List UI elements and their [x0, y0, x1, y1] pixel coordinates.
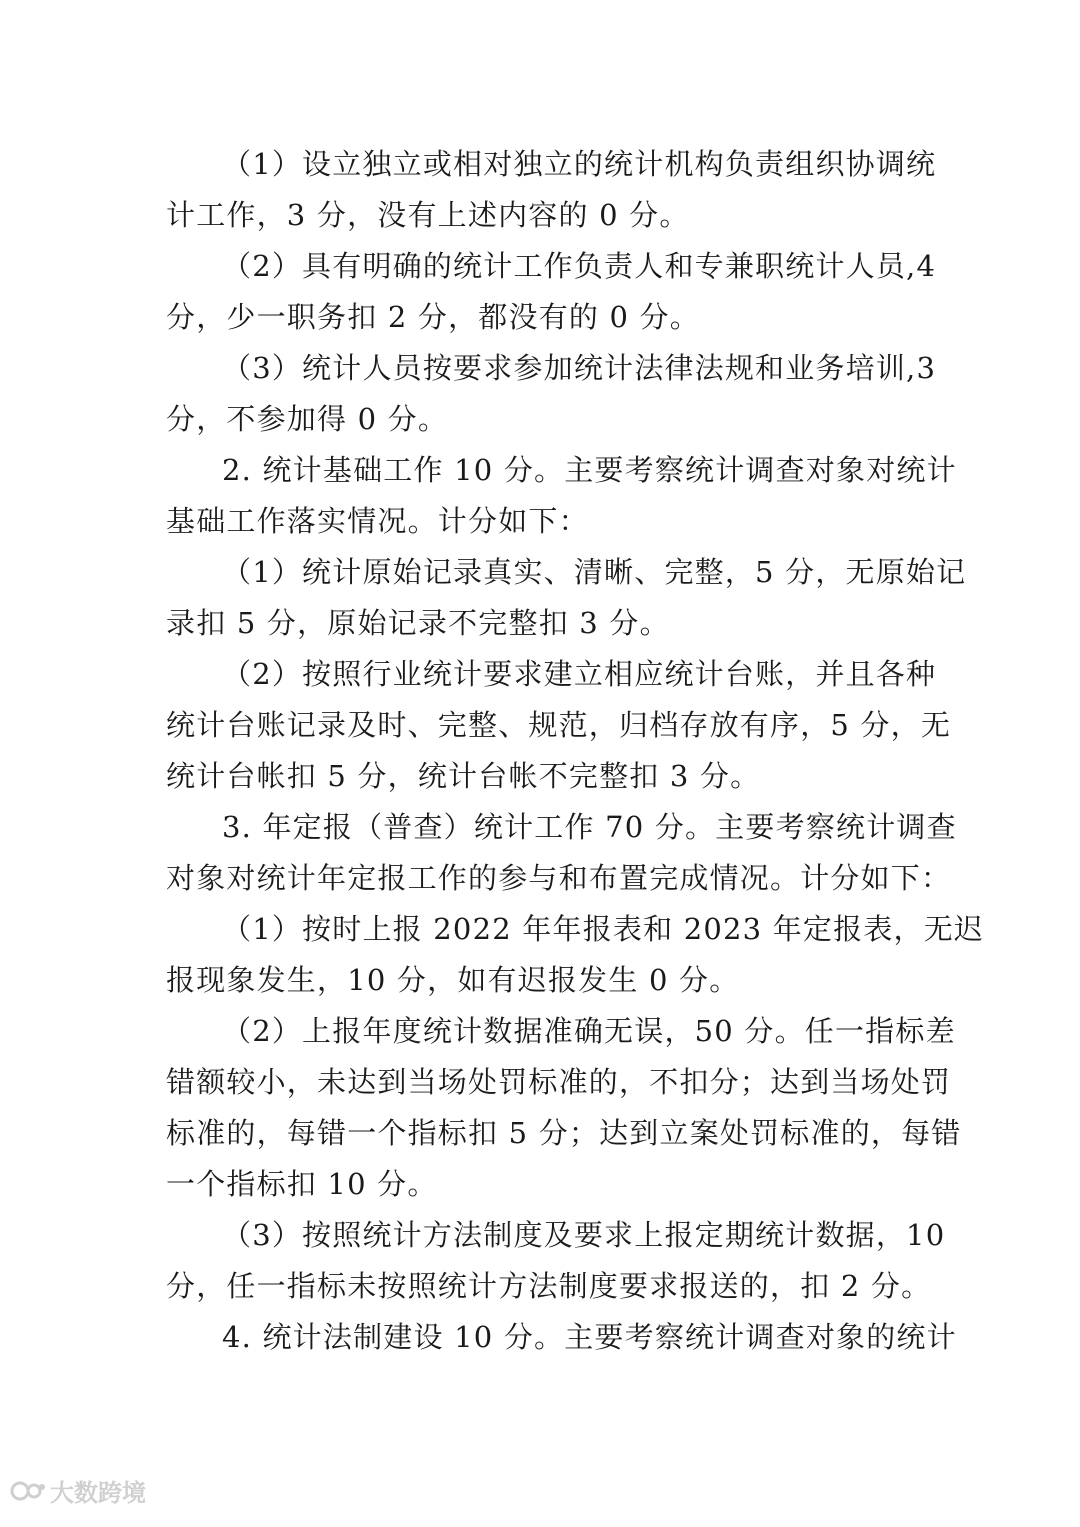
text-line: 基础工作落实情况。计分如下：	[166, 504, 589, 538]
text-line: 2. 统计基础工作 10 分。主要考察统计调查对象对统计	[222, 453, 957, 487]
text-line: 录扣 5 分，原始记录不完整扣 3 分。	[166, 606, 670, 640]
watermark	[10, 1473, 146, 1508]
text-line: 分，任一指标未按照统计方法制度要求报送的，扣 2 分。	[166, 1269, 932, 1303]
text-line: （1）设立独立或相对独立的统计机构负责组织协调统	[222, 147, 937, 181]
text-line: 分，少一职务扣 2 分，都没有的 0 分。	[166, 300, 700, 334]
text-line: 错额较小，未达到当场处罚标准的，不扣分；达到当场处罚	[166, 1065, 952, 1099]
text-line: （2）具有明确的统计工作负责人和专兼职统计人员,4	[222, 249, 937, 283]
text-line: 计工作，3 分，没有上述内容的 0 分。	[166, 198, 690, 232]
text-line: 统计台帐扣 5 分，统计台帐不完整扣 3 分。	[166, 759, 761, 793]
text-line: 对象对统计年定报工作的参与和布置完成情况。计分如下：	[166, 861, 952, 895]
text-line: （1）按时上报 2022 年年报表和 2023 年定报表，无迟	[222, 912, 985, 946]
text-line: 统计台账记录及时、完整、规范，归档存放有序，5 分，无	[166, 708, 952, 742]
text-line: （3）统计人员按要求参加统计法律法规和业务培训,3	[222, 351, 937, 385]
text-line: 分，不参加得 0 分。	[166, 402, 449, 436]
text-line: （2）上报年度统计数据准确无误，50 分。任一指标差	[222, 1014, 956, 1048]
text-line: 报现象发生，10 分，如有迟报发生 0 分。	[166, 963, 740, 997]
text-line: （2）按照行业统计要求建立相应统计台账，并且各种	[222, 657, 937, 691]
text-line: （3）按照统计方法制度及要求上报定期统计数据，10	[222, 1218, 946, 1252]
text-line: 3. 年定报（普查）统计工作 70 分。主要考察统计调查	[222, 810, 957, 844]
text-line: （1）统计原始记录真实、清晰、完整，5 分，无原始记	[222, 555, 967, 589]
text-line: 一个指标扣 10 分。	[166, 1167, 438, 1201]
watermark-text: 大数跨境	[50, 1479, 146, 1507]
text-line: 标准的，每错一个指标扣 5 分；达到立案处罚标准的，每错	[166, 1116, 962, 1150]
text-line: 4. 统计法制建设 10 分。主要考察统计调查对象的统计	[222, 1320, 957, 1354]
brand-logo-icon	[10, 1477, 46, 1505]
